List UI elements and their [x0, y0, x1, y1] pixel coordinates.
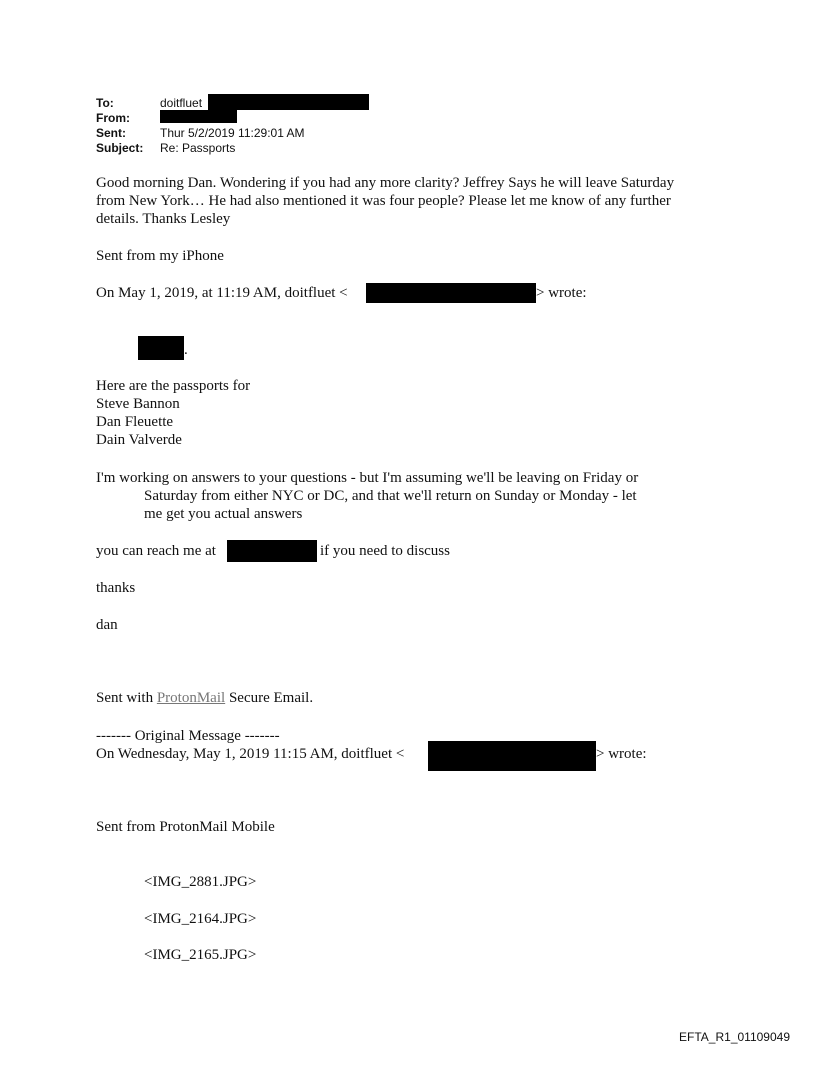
greeting-tail: . [184, 342, 188, 358]
reply-line-2: from New York… He had also mentioned it was four people? Please let me know of any further [96, 193, 671, 209]
attachment-item[interactable]: <IMG_2164.JPG> [144, 911, 257, 927]
reply-line-1: Good morning Dan. Wondering if you had any more clarity? Jeffrey Says he will leave Saturday [96, 175, 675, 191]
sent-label: Sent: [96, 126, 126, 140]
protonmail-link[interactable]: ProtonMail [156, 690, 226, 706]
redaction-greeting-name [138, 336, 184, 360]
attachment-item[interactable]: <IMG_2165.JPG> [144, 947, 257, 963]
attachment-item[interactable]: <IMG_2881.JPG> [144, 874, 257, 890]
sent-value: Thur 5/2/2019 11:29:01 AM [160, 126, 305, 140]
redaction-to-address [208, 94, 369, 110]
sent-with-suffix: Secure Email. [228, 690, 314, 706]
redaction-original-email [428, 741, 596, 771]
from-label: From: [96, 111, 130, 125]
working-line-3: me get you actual answers [144, 506, 303, 522]
redaction-from-address [160, 110, 237, 123]
document-id: EFTA_R1_01109049 [679, 1030, 790, 1044]
redaction-quote1-email [366, 283, 536, 303]
reach-prefix: you can reach me at [96, 543, 216, 559]
mobile-signature: Sent from ProtonMail Mobile [96, 819, 275, 835]
original-separator: ------- Original Message ------- [96, 728, 280, 744]
to-value: doitfluet [160, 96, 203, 110]
passport-name: Dan Fleuette [96, 414, 174, 430]
reply-signature: Sent from my iPhone [96, 248, 224, 264]
email-header [0, 96, 816, 158]
original-intro-prefix: On Wednesday, May 1, 2019 11:15 AM, doitfluet < [96, 746, 405, 762]
sender-name: dan [96, 617, 118, 633]
subject-label: Subject: [96, 141, 144, 155]
quote1-intro [96, 284, 348, 302]
original-intro-suffix: > wrote: [596, 746, 647, 762]
working-line-1: I'm working on answers to your questions - but I'm assuming we'll be leaving on Friday or [96, 470, 639, 486]
sent-with-line [96, 689, 313, 707]
quote1-intro-prefix: On May 1, 2019, at 11:19 AM, doitfluet < [96, 285, 348, 301]
passports-intro: Here are the passports for [96, 378, 251, 394]
subject-value: Re: Passports [160, 141, 236, 155]
reach-suffix: if you need to discuss [320, 543, 450, 559]
to-label: To: [96, 96, 114, 110]
sent-with-prefix: Sent with [96, 690, 154, 706]
thanks-line: thanks [96, 580, 136, 596]
working-line-2: Saturday from either NYC or DC, and that we'll return on Sunday or Monday - let [144, 488, 637, 504]
passport-name: Steve Bannon [96, 396, 180, 412]
redaction-phone-number [227, 540, 317, 562]
passport-name: Dain Valverde [96, 432, 182, 448]
reply-line-3: details. Thanks Lesley [96, 211, 231, 227]
quote1-intro-suffix: > wrote: [536, 285, 587, 301]
